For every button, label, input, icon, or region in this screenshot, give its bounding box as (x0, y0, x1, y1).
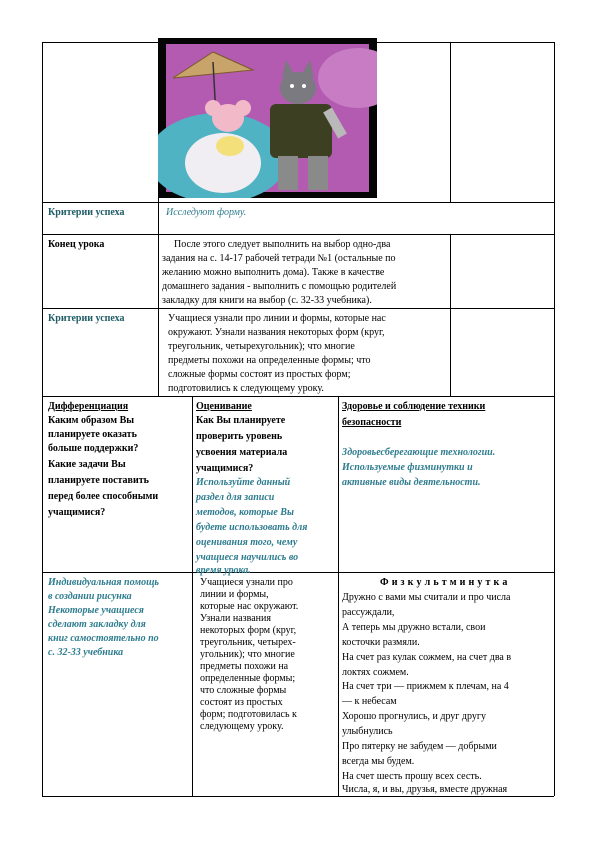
exercise-title: Ф и з к у л ь т м и н у т к а (380, 577, 508, 588)
lesson-end-label: Конец урока (48, 239, 105, 250)
criteria-label: Критерии успеха (48, 207, 125, 218)
lesson-picture (158, 38, 377, 198)
differentiation-header: Дифференциация (48, 401, 129, 412)
criteria-text: Исследуют форму. (166, 207, 247, 218)
criteria-label-2: Критерии успеха (48, 313, 125, 324)
assessment-header: Оценивание (196, 401, 252, 412)
